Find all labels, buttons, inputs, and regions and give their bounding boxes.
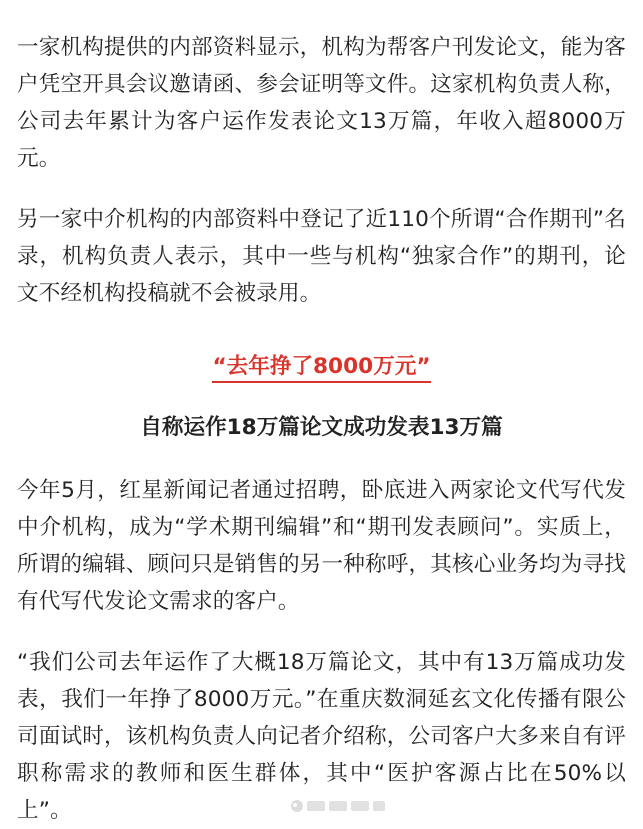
section-subheading: 自称运作18万篇论文成功发表13万篇 — [140, 415, 503, 440]
article-paragraph-3: 今年5月，红星新闻记者通过招聘，卧底进入两家论文代写代发中介机构，成为“学术期刊编辑”和“期刊发表顾问”。实质上，所谓的编辑、顾问只是销售的另一种称呼，其核心业务均为寻找有代写代发论文需求的客户。 — [17, 478, 626, 614]
highlight-heading — [17, 348, 626, 385]
article-paragraph-4: “我们公司去年运作了大概18万篇论文，其中有13万篇成功发表，我们一年挣了8000万元。”在重庆数洞延玄文化传播有限公司面试时，该机构负责人向记者介绍称，公司客户大多来自有评职称需求的教师和医生群体，其中“医护客源占比在50%以上”。 — [17, 650, 626, 823]
highlight-heading-text: “去年挣了8000万元” — [212, 354, 430, 383]
watermark-logo — [289, 798, 389, 814]
article-paragraph-2: 另一家中介机构的内部资料中登记了近110个所谓“合作期刊”名录，机构负责人表示，其中一些与机构“独家合作”的期刊，论文不经机构投稿就不会被录用。 — [17, 207, 626, 306]
article-paragraph-1: 一家机构提供的内部资料显示，机构为帮客户刊发论文，能为客户凭空开具会议邀请函、参会证明等文件。这家机构负责人称，公司去年累计为客户运作发表论文13万篇，年收入超8000万元。 — [17, 35, 626, 171]
